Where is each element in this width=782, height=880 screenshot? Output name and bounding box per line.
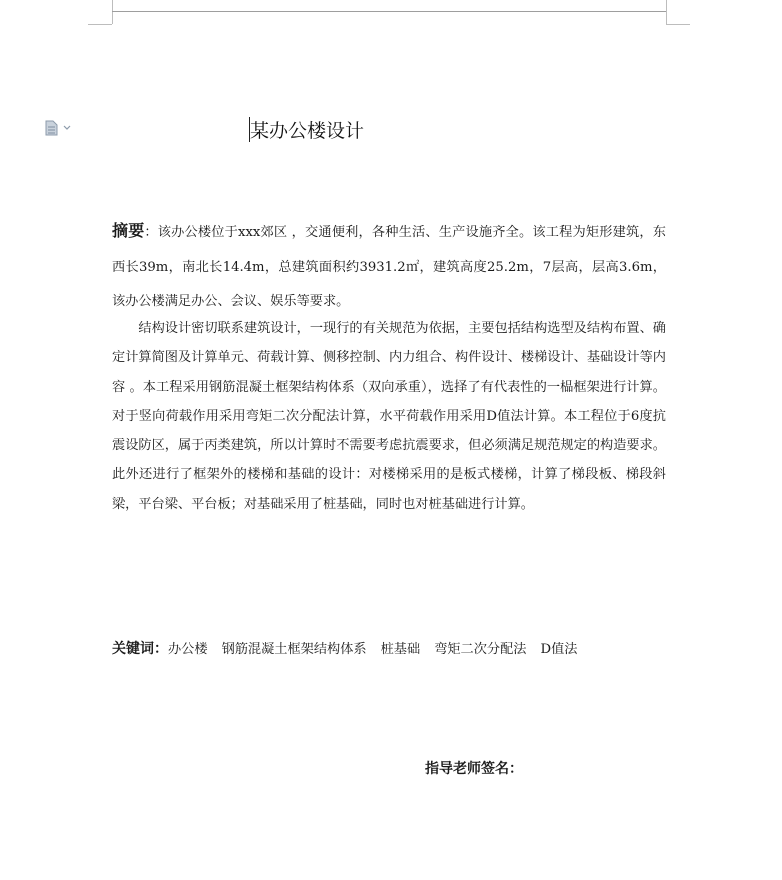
- advisor-signature-label: 指导老师签名：: [425, 761, 523, 777]
- crop-mark-top-left-h: [88, 24, 112, 25]
- document-title: 某办公楼设计: [250, 120, 365, 142]
- keyword: D值法: [540, 642, 578, 657]
- abstract-text-1: ：该办公楼位于xxx郊区 ，交通便利，各种生活、生产设施齐全。该工程为矩形建筑，东西长39m，南北长14.4m，总建筑面积约3931.2㎡，建筑高度25.2m，7层高，层高3.6m，该办公楼满足办公、会议、娱乐等要求。: [112, 225, 666, 309]
- chevron-down-icon: [64, 126, 70, 129]
- document-icon[interactable]: [44, 120, 72, 136]
- keyword: 弯矩二次分配法: [434, 642, 527, 657]
- abstract-label: 摘要: [112, 221, 145, 240]
- keyword: 桩基础: [380, 642, 421, 657]
- crop-mark-top-right: [666, 0, 667, 24]
- abstract-paragraph-2: 结构设计密切联系建筑设计，一现行的有关规范为依据，主要包括结构选型及结构布置、确定计算简图及计算单元、荷载计算、侧移控制、内力组合、构件设计、楼梯设计、基础设计等内容 。本工程采用钢筋混凝土框架结构体系（双向承重），选择了有代表性的一榀框架进行计算。对于竖向荷载作用采用弯矩二次分配法计算，水平荷载作用采用D值法计算。本工程位于6度抗震设防区，属于丙类建筑，所以计算时不需要考虑抗震要求，但必须满足规范规定的构造要求。此外还进行了框架外的楼梯和基础的设计：对楼梯采用的是板式楼梯，计算了梯段板、梯段斜梁，平台梁、平台板；对基础采用了桩基础，同时也对桩基础进行计算。: [112, 321, 666, 512]
- keywords-line: [112, 638, 672, 658]
- abstract-paragraph-1: [112, 214, 666, 320]
- keyword: 钢筋混凝土框架结构体系: [221, 642, 367, 657]
- header-boundary: [112, 11, 666, 12]
- keyword: 办公楼: [168, 642, 208, 657]
- crop-mark-top-right-h: [666, 24, 690, 25]
- crop-mark-top-left: [112, 0, 113, 24]
- keywords-label: 关键词：: [112, 641, 168, 657]
